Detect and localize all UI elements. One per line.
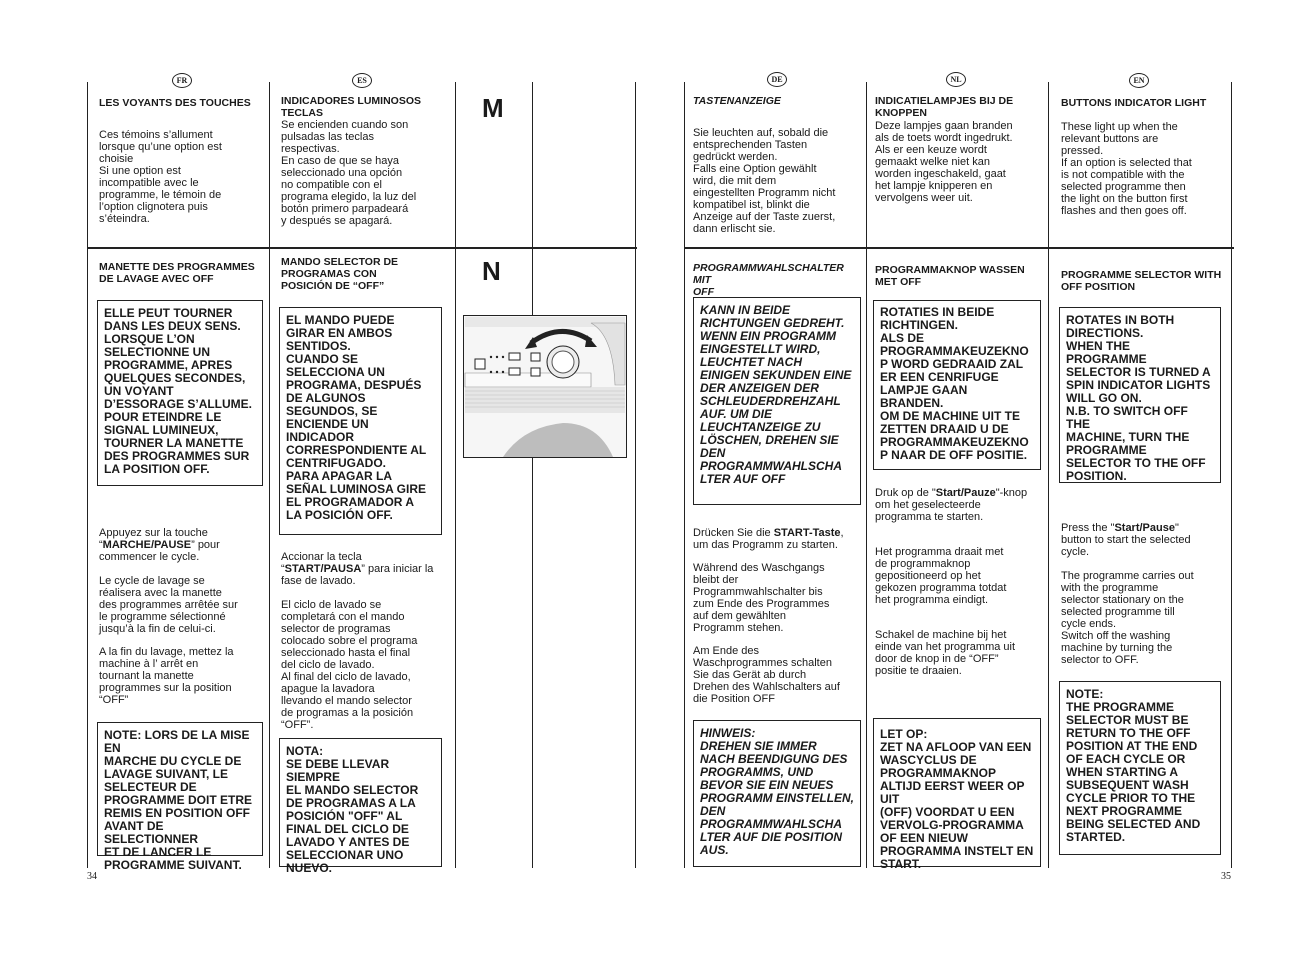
de-note-box: HINWEIS: DREHEN SIE IMMER NACH BEENDIGUNG DES PROGRAMMS, UND BEVOR SIE EIN NEUES PROGRAMM EINSTELLEN, DEN PROGRAMMWAHLSCHA LTER AUF DIE POSITION AUS. [693, 720, 861, 867]
section-label-m: M [482, 93, 504, 123]
de-selector-box: KANN IN BEIDE RICHTUNGEN GEDREHT. WENN EIN PROGRAMM EINGESTELLT WIRD, LEUCHTET NACH EINIGEN SEKUNDEN EINE DER ANZEIGEN DER SCHLEUDERDREHZAHL AUF. UM DIE LEUCHTANZEIGE ZU LÖSCHEN, DREHEN SIE DEN PROGRAMMWAHLSCHA LTER AUF OFF [693, 297, 861, 505]
en-text-indicator-lights: These light up when the relevant buttons are pressed. If an option is selected that is not compatible with the selected programme then the light on the button first flashes and then goes off. [1061, 121, 1192, 217]
page-number-right: 35 [1221, 871, 1231, 882]
fr-start-text: Appuyez sur la touche “MARCHE/PAUSE” pour commencer le cycle. [99, 527, 220, 563]
nl-heading-indicator-lights: INDICATIELAMPJES BIJ DE KNOPPEN [875, 95, 1014, 119]
en-start-text: Press the "Start/Pause" button to start the selected cycle. [1061, 522, 1191, 558]
language-badge-de: DE [767, 72, 787, 87]
de-heading-indicator-lights: TASTENANZEIGE [693, 95, 781, 107]
column-divider [1048, 82, 1049, 868]
en-selector-box: ROTATES IN BOTH DIRECTIONS. WHEN THE PROGRAMME SELECTOR IS TURNED A SPIN INDICATOR LIGHTS WILL GO ON. N.B. TO SWITCH OFF THE MACHINE, TURN THE PROGRAMME SELECTOR TO THE OFF POSITION. [1059, 307, 1221, 483]
fr-end-text: A la fin du lavage, mettez la machine à l’ arrêt en tournant la manette programmes sur la position “OFF” [99, 646, 234, 706]
es-note-box: NOTA: SE DEBE LLEVAR SIEMPRE EL MANDO SELECTOR DE PROGRAMAS A LA POSICIÓN "OFF" AL FINAL DEL CICLO DE LAVADO Y ANTES DE SELECCIONAR UNO NUEVO. [279, 738, 442, 867]
language-badge-en: EN [1129, 73, 1149, 88]
language-badge-nl: NL [946, 72, 966, 87]
de-heading-selector: PROGRAMMWAHLSCHALTER MIT OFF [693, 262, 844, 298]
de-cycle-text: Während des Waschgangs bleibt der Programmwahlschalter bis zum Ende des Programmes auf dem gewählten Programm stehen. [693, 562, 830, 634]
column-divider [269, 82, 270, 868]
nl-end-text: Schakel de machine bij het einde van het programma uit door de knop in de “OFF” positie te draaien. [875, 629, 1016, 677]
nl-note-box: LET OP: ZET NA AFLOOP VAN EEN WASCYCLUS DE PROGRAMMAKNOP ALTIJD EERST WEER OP UIT (OFF) VOORDAT U EEN VERVOLG-PROGRAMMA OF EEN NIEUW PROGRAMMA INSTELT EN START. [873, 718, 1041, 867]
column-divider [866, 82, 867, 868]
row-divider [87, 247, 637, 249]
fr-text-indicator-lights: Ces témoins s’allument lorsque qu’une option est choisie Si une option est incompatible avec le programme, le témoin de l’option clignotera puis s’éteindra. [99, 129, 222, 225]
es-cycle-text: El ciclo de lavado se completará con el mando selector de programas colocado sobre el programa seleccionado hasta el final del ciclo de lavado. Al final del ciclo de lavado, apague la lavadora llevando el mando selector de programas a la posición “OFF”. [281, 599, 418, 731]
column-divider [1231, 82, 1232, 868]
de-end-text: Am Ende des Waschprogrammes schalten Sie das Gerät ab durch Drehen des Wahlschalters auf die Position OFF [693, 645, 840, 705]
row-divider [684, 247, 1234, 249]
control-panel-illustration [463, 315, 627, 458]
section-label-n: N [482, 256, 501, 286]
fr-selector-box: ELLE PEUT TOURNER DANS LES DEUX SENS. LORSQUE L’ON SELECTIONNE UN PROGRAMME, APRES QUELQUES SECONDES, UN VOYANT D’ESSORAGE S’ALLUME. POUR ETEINDRE LE SIGNAL LUMINEUX, TOURNER LA MANETTE DES PROGRAMMES SUR LA POSITION OFF. [97, 300, 263, 486]
nl-selector-box: ROTATIES IN BEIDE RICHTINGEN. ALS DE PROGRAMMAKEUZEKNO P WORD GEDRAAID ZAL ER EEN CENRIFUGE LAMPJE GAAN BRANDEN. OM DE MACHINE UIT TE ZETTEN DRAAID U DE PROGRAMMAKEUZEKNO P NAAR DE OFF POSITIE. [873, 300, 1041, 470]
nl-cycle-text: Het programma draait met de programmaknop gepositioneerd op het gekozen programma totdat het programma eindigt. [875, 546, 1007, 606]
en-heading-selector: PROGRAMME SELECTOR WITH OFF POSITION [1061, 269, 1222, 293]
fr-heading-indicator-lights: LES VOYANTS DES TOUCHES [99, 97, 251, 109]
es-heading-selector: MANDO SELECTOR DE PROGRAMAS CON POSICIÓN DE “OFF” [281, 256, 399, 292]
column-divider [684, 82, 685, 868]
en-heading-indicator-lights: BUTTONS INDICATOR LIGHT [1061, 97, 1207, 109]
language-badge-fr: FR [172, 73, 192, 88]
es-text-indicator-lights: Se encienden cuando son pulsadas las teclas respectivas. En caso de que se haya seleccionado una opción no compatible con el programa elegido, la luz del botón primero parpadeará y después se apagará. [281, 119, 417, 227]
column-divider [87, 82, 88, 868]
es-heading-indicator-lights: INDICADORES LUMINOSOS TECLAS [281, 95, 422, 119]
fr-cycle-text: Le cycle de lavage se réalisera avec la manette des programmes arrêtée sur le programme sélectionné jusqu’à la fin de celui-ci. [99, 575, 238, 635]
washing-machine-panel-icon [463, 315, 627, 458]
nl-heading-selector: PROGRAMMAKNOP WASSEN MET OFF [875, 264, 1025, 288]
en-cycle-text: The programme carries out with the programme selector stationary on the selected programme till cycle ends. Switch off the washing machine by turning the selector to OFF. [1061, 570, 1194, 666]
column-divider [635, 82, 636, 868]
es-selector-box: EL MANDO PUEDE GIRAR EN AMBOS SENTIDOS. CUANDO SE SELECCIONA UN PROGRAMA, DESPUÉS DE ALGUNOS SEGUNDOS, SE ENCIENDE UN INDICADOR CORRESPONDIENTE AL CENTRIFUGADO. PARA APAGAR LA SEÑAL LUMINOSA GIRE EL PROGRAMADOR A LA POSICIÓN OFF. [279, 307, 442, 535]
language-badge-es: ES [352, 73, 372, 88]
column-divider [532, 82, 533, 868]
nl-start-text: Druk op de "Start/Pauze"-knop om het geselecteerde programma te starten. [875, 487, 1028, 523]
de-start-text: Drücken Sie die START-Taste, um das Programm zu starten. [693, 527, 844, 551]
es-start-text: Accionar la tecla “START/PAUSA” para iniciar la fase de lavado. [281, 551, 434, 587]
fr-heading-selector: MANETTE DES PROGRAMMES DE LAVAGE AVEC OFF [99, 261, 255, 285]
column-divider [455, 82, 456, 868]
fr-note-box: NOTE: LORS DE LA MISE EN MARCHE DU CYCLE DE LAVAGE SUIVANT, LE SELECTEUR DE PROGRAMME DOIT ETRE REMIS EN POSITION OFF AVANT DE SELECTIONNER ET DE LANCER LE PROGRAMME SUIVANT. [97, 722, 263, 856]
de-text-indicator-lights: Sie leuchten auf, sobald die entsprechenden Tasten gedrückt werden. Falls eine Option gewählt wird, die mit dem eingestellten Programm nicht kompatibel ist, blinkt die Anzeige auf der Taste zuerst, dann erlischt sie. [693, 127, 836, 235]
nl-text-indicator-lights: Deze lampjes gaan branden als de toets wordt ingedrukt. Als er een keuze wordt gemaakt welke niet kan worden ingeschakeld, gaat het lampje knipperen en vervolgens weer uit. [875, 120, 1013, 204]
page-number-left: 34 [87, 871, 97, 882]
en-note-box: NOTE: THE PROGRAMME SELECTOR MUST BE RETURN TO THE OFF POSITION AT THE END OF EACH CYCLE OR WHEN STARTING A SUBSEQUENT WASH CYCLE PRIOR TO THE NEXT PROGRAMME BEING SELECTED AND STARTED. [1059, 681, 1221, 855]
